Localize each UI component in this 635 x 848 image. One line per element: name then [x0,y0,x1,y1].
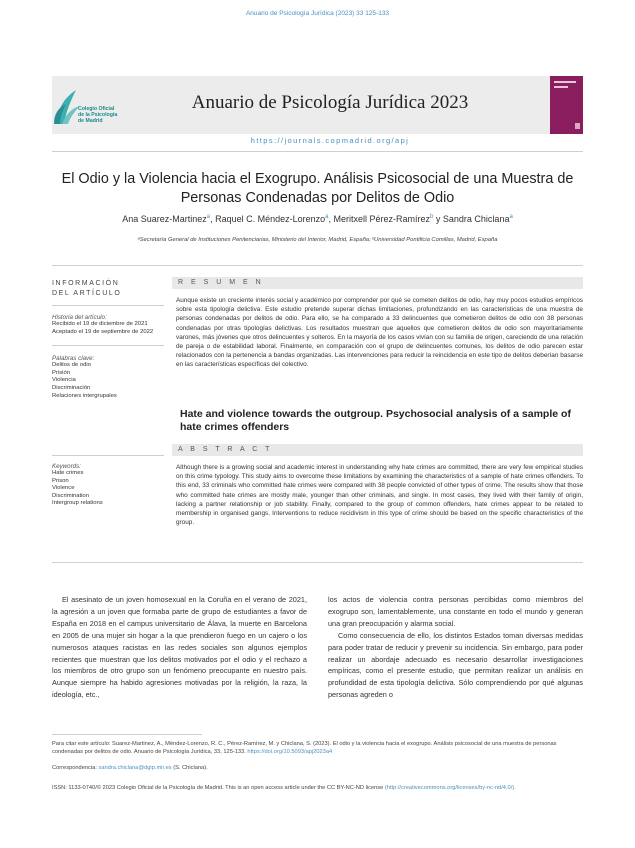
abstract-divider [52,562,583,563]
keyword-en: Intergroup relations [52,500,103,507]
keywords-en-label: Keywords: [52,463,81,470]
abstract-text: Although there is a growing social and academic interest in understanding why hate crimes are committed, there are very few empirical studies on this crime typology. This study aims to overcome these limitations by examining the characteristics of a sample of hate crimes offenders. To this end, 33 criminals who committed hate crimes were compared with 38 people convicted of other types of crime. The results show that those who committed hate crimes are mostly male, younger than other criminals, and single. In most cases, they lived with their family of origin, lacking a partner relationship or job stability. Finally, compared to the group of common offenders, hate crimes appear to be related to membership in organised gangs. Interventions to reduce recidivism in this type of crime should be based on the specific characteristics of the group. [176,464,583,527]
resumen-text: Aunque existe un creciente interés social y académico por comprender por qué se cometen delitos de odio, hay muy pocos estudios empíricos sobre esta tipología delictiva. Este estudio pretende superar dichas limitaciones, profundizando en las características de una muestra de personas condenadas por delitos de odio. Para ello, se ha comparado a 33 delincuentes que cometieron delitos de odio con 38 personas condenadas por otras tipologías delictivas. Los resultados muestran que aquellos que cometieron delitos de odio son mayoritariamente varones, más jóvenes que otros delincuentes y solteros. En la mayoría de los casos vivían con su familia de origen, careciendo de una relación de pareja o de estabilidad laboral. Finalmente, en comparación con el grupo de delincuentes comunes, los delitos de odio parecen estar relacionados con la pertenencia a bandas organizadas. Las intervenciones para reducir la reincidencia en este tipo de delitos deberían basarse en las características específicas del colectivo. [176,297,583,369]
keyword-es: Violencia [52,377,76,384]
keyword-en: Violence [52,485,75,492]
footnote-divider [52,734,202,735]
keywords-en-block [52,463,164,508]
correspondence-label: Correspondencia: [52,765,97,771]
correspondence-name: (S. Chiclana). [173,765,208,771]
body-column-right [328,594,583,701]
article-info-heading: DEL ARTÍCULO [52,290,122,297]
logo-line-2: de la Psicología [78,112,118,118]
resumen-heading: R E S U M E N [172,277,583,289]
article-info-heading: INFORMACIÓN [52,280,120,287]
article-title: El Odio y la Violencia hacia el Exogrupo. Análisis Psicosocial de una Muestra de Personas Condenadas por Delitos de Odio [61,171,574,206]
author-affil-mark: a [325,214,329,220]
body-paragraph: El asesinato de un joven homosexual en la Coruña en el verano de 2021, la agresión a un joven que formaba parte de grupo de estudiantes a favor de España en 2018 en el campus universitario de Álava, la muerte en Barcelona en 2005 de una mujer sin hogar a la que prendieron fuego en un cajero o los numerosos ataques racistas en las redes sociales son algunos ejemplos recientes que muestran que los delitos motivados por el odio y el rechazo a los miembros de otro grupo son un fenómeno preocupante en nuestro país. Aunque siempre ha habido agresiones motivadas por la religión, la raza, la ideología, etc., [52,595,307,700]
header-divider [52,151,583,152]
email-link[interactable]: sandra.chiclana@dgip.mir.es [98,765,172,771]
author-name[interactable]: Sandra Chiclana [442,214,510,224]
affiliations: ᵃSecretaría General de Instituciones Penitenciarias, Ministerio del Interior, Madrid, España; ᵇUniversidad Pontificia Comillas, Madrid, España [137,237,498,243]
author-affil-mark: a [206,214,211,220]
body-column-left [52,594,307,701]
keyword-en: Discrimination [52,492,89,499]
author-affil-mark: b [430,214,434,220]
author-list: Ana Suarez-Martinez$^a$, Raquel C. Méndez-Lorenzo$^a$, Meritxell Pérez-Ramírez$^b$ y Sandra Chiclana$^a$ [122,214,513,224]
citation-text: Para citar este artículo: Suarez-Martinez, A., Méndez-Lorenzo, R. C., Pérez-Ramírez, M. y Chiclana, S. (2023). El odio y la violencia hacia el exogrupo. Análisis psicosocial de una muestra de personas condenadas por delitos de odio. Anuario de Psicología Jurídica, 33, 125-133. [52,741,557,755]
license-footnote [52,784,583,792]
keywords-es-label: Palabras clave: [52,355,95,363]
citation-footnote [52,740,583,756]
journal-url-link[interactable]: https://journals.copmadrid.org/apj [250,136,410,145]
keyword-es: Delitos de odio [52,362,91,369]
author-name[interactable]: Raquel C. Méndez-Lorenzo [215,214,326,224]
author-name[interactable]: Ana Suarez-Martinez [122,214,207,224]
license-link[interactable]: (http://creativecommons.org/licenses/by-nc-nd/4.0/). [384,785,516,791]
keyword-en: Hate crimes [52,470,84,476]
author-affil-mark: a [509,214,513,220]
logo-line-1: Colegio Oficial [78,106,115,112]
abstract-heading: A B S T R A C T [172,444,583,456]
running-header: Anuario de Psicología Jurídica (2023) 33 125-133 [245,10,390,17]
journal-name: Anuario de Psicología Jurídica 2023 [191,92,469,113]
keyword-en: Prison [52,477,69,484]
doi-link[interactable]: https://doi.org/10.5093/apj2023a4 [247,749,333,755]
section-divider [52,265,583,266]
accepted-date: Aceptado el 19 de septiembre de 2022 [52,328,154,335]
logo-line-3: de Madrid [78,118,103,124]
correspondence-footnote [52,764,583,772]
journal-cover-thumbnail [550,76,583,134]
article-info-sidebar [52,279,164,400]
history-label: Historia del artículo: [52,314,107,321]
license-text: ISSN: 1133-0740/© 2023 Colegio Oficial de la Psicología de Madrid. This is an open access article under the CC BY-NC-ND license [52,785,384,791]
english-title: Hate and violence towards the outgroup. Psychosocial analysis of a sample of hate crimes offenders [180,408,571,433]
body-paragraph: los actos de violencia contra personas percibidas como miembros del exogrupo son, lamentablemente, una constante en todo el mundo y generan una gran preocupación y alarma social. [328,595,583,628]
leaf-logo-icon [52,84,132,136]
received-date: Recibido el 19 de diciembre de 2021 [52,321,148,327]
sidebar-divider [52,455,164,456]
keyword-es: Prisión [52,369,71,376]
keyword-es: Relaciones intergrupales [52,392,117,399]
body-paragraph: Como consecuencia de ello, los distintos Estados toman diversas medidas para poder tratar de reducir y prevenir su incidencia. Sin embargo, para poder realizar un abordaje adecuado es necesario desarrollar investigaciones empíricas, como el presente estudio, que permitan realizar un análisis en profundidad de esta tipología delictiva. Sólo comprendiendo por qué algunas personas agreden o [328,630,583,700]
author-name[interactable]: Meritxell Pérez-Ramírez [333,214,431,224]
keyword-es: Discriminación [52,384,91,391]
